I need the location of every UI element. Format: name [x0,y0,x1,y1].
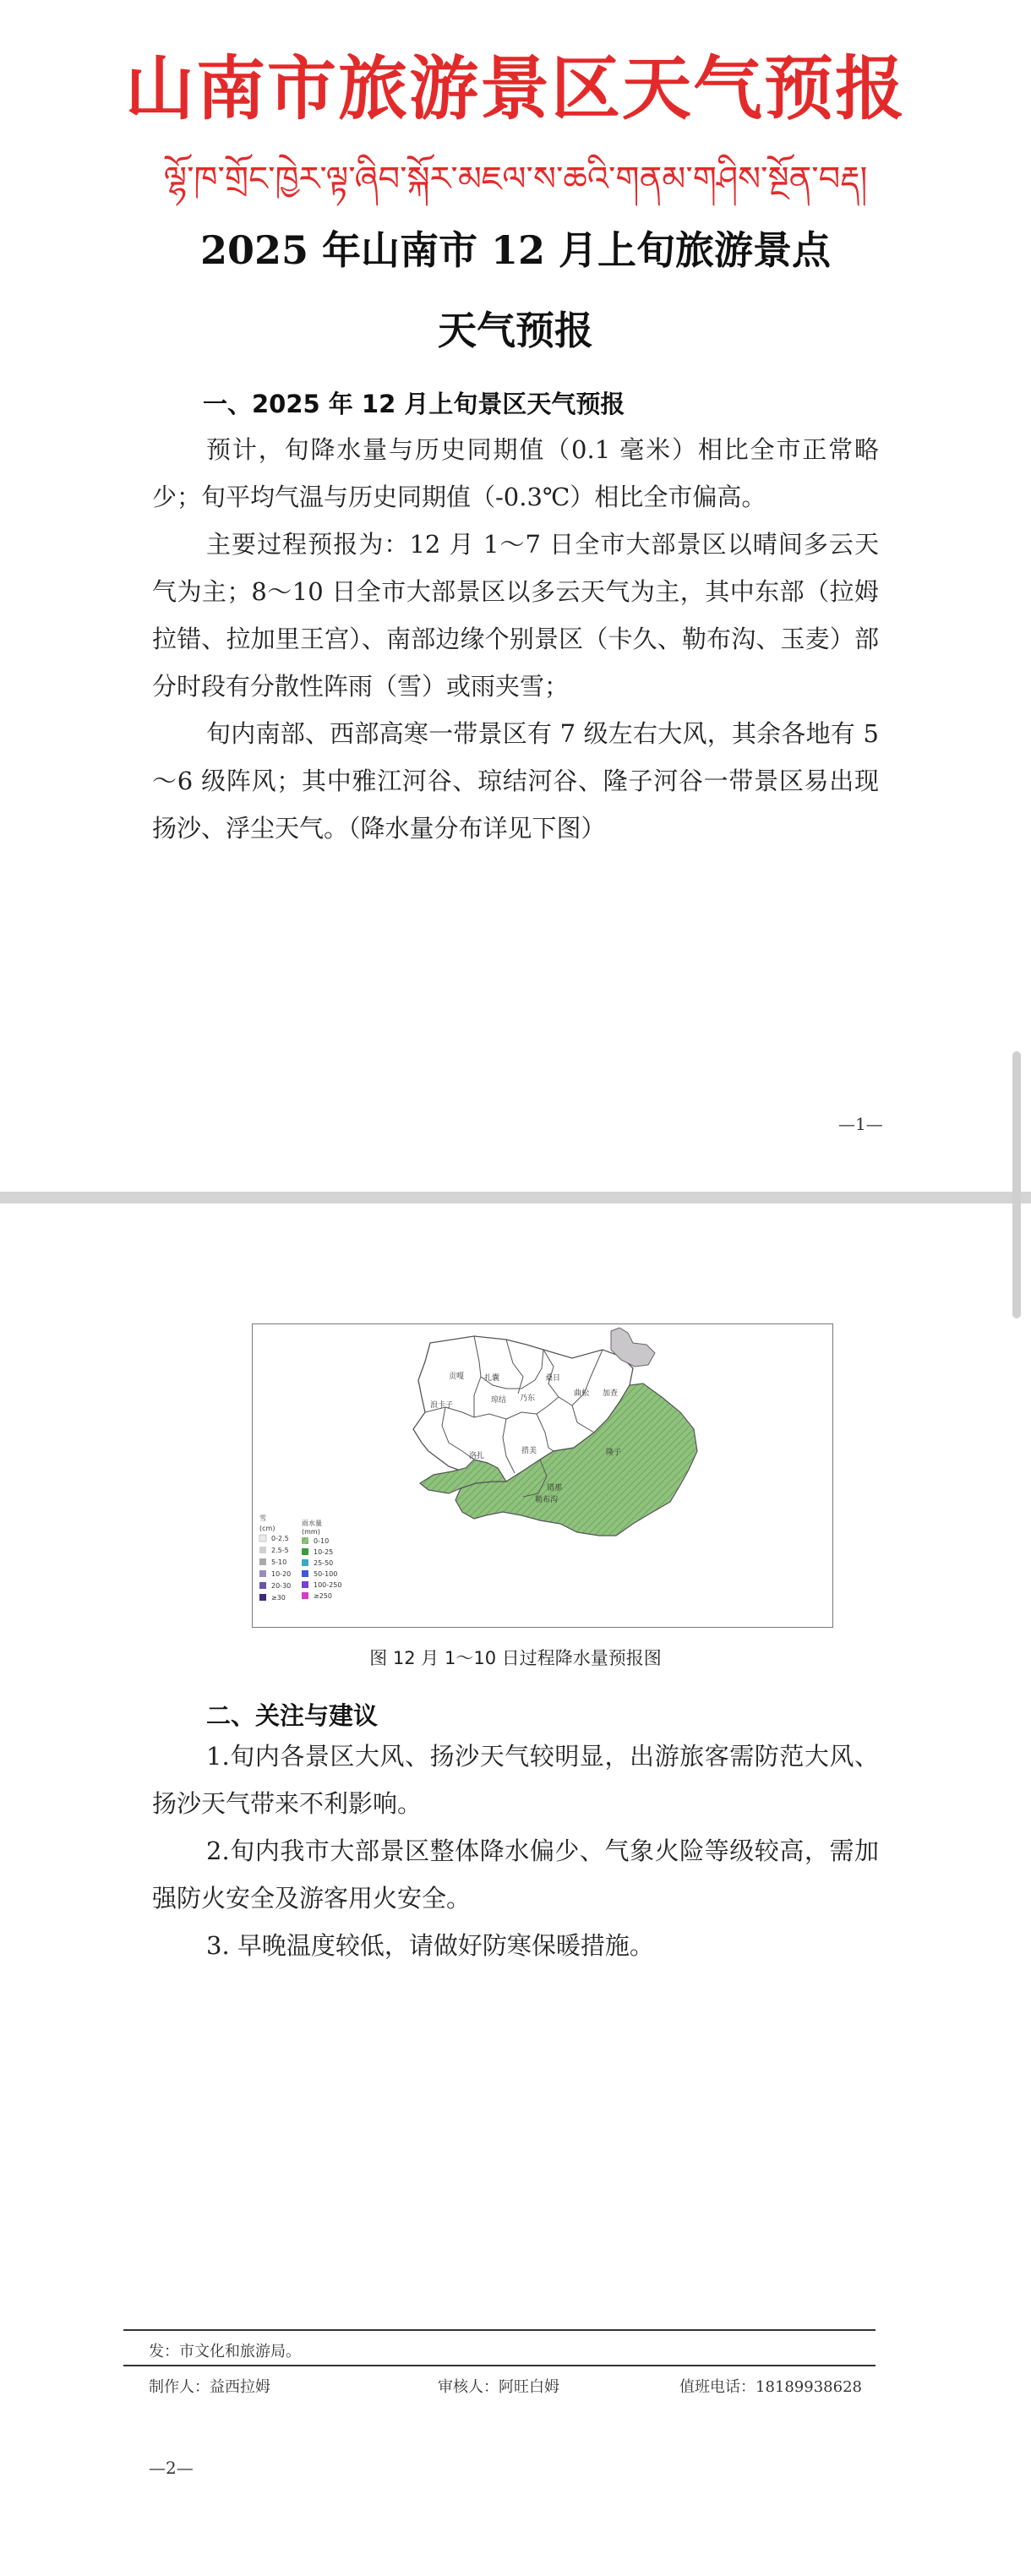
page-2 [0,1203,1031,2576]
map-label: 乃东 [520,1394,536,1403]
suggestion-item: 2.旬内我市大部景区整体降水偏少、气象火险等级较高，需加强防火安全及游客用火安全。 [152,1836,879,1913]
map-label: 曲松 [574,1389,590,1398]
legend-label: 10-20 [271,1570,292,1578]
section1-paragraph: 预计，旬降水量与历史同期值（0.1 毫米）相比全市正常略少；旬平均气温与历史同期值（-0.3℃）相比全市偏高。 [152,435,879,511]
legend-swatch [302,1537,308,1544]
section2-heading: 二、关注与建议 [206,1701,379,1730]
map-label: 浪卡子 [430,1401,454,1410]
legend-label: 100-250 [314,1581,342,1589]
map-label: 错那 [547,1484,563,1493]
legend-label: 0-2.5 [271,1535,289,1542]
map-label: 加查 [603,1389,619,1398]
banner-title: 山南市旅游景区天气预报 [124,48,906,129]
legend-swatch [302,1548,308,1555]
page-1 [0,0,1031,1192]
legend-rain-unit: (mm) [302,1528,320,1536]
map-label: 洛扎 [469,1452,485,1460]
legend-label: 20-30 [271,1582,292,1590]
legend-label: 50-100 [314,1570,338,1578]
footer-issuer: 发：市文化和旅游局。 [149,2343,301,2360]
legend-swatch [259,1594,266,1601]
legend-snow-title: 雪 [259,1514,266,1522]
footer-reviewer: 审核人：阿旺白姆 [438,2378,559,2396]
legend-swatch [259,1570,266,1577]
footer-divider-top [123,2329,876,2331]
document-title-line2: 天气预报 [438,308,593,353]
legend-snow-unit: (cm) [259,1525,275,1532]
legend-label: 25-50 [314,1559,334,1567]
map-label: 措美 [521,1447,537,1455]
precipitation-forecast-map [252,1323,833,1628]
page-separator [0,1192,1031,1203]
legend-label: ≥30 [271,1594,286,1602]
footer-producer: 制作人：益西拉姆 [149,2378,270,2396]
document-title-line1: 2025 年山南市 12 月上旬旅游景点 [199,227,832,273]
section1-heading: 一、2025 年 12 月上旬景区天气预报 [203,390,625,418]
legend-swatch [302,1581,308,1588]
map-label: 贡嘎 [449,1373,465,1381]
section1-paragraph: 旬内南部、西部高寒一带景区有 7 级左右大风，其余各地有 5～6 级阵风；其中雅江河谷、琼结河谷、隆子河谷一带景区易出现扬沙、浮尘天气。（降水量分布详见下图） [152,719,879,843]
footer-duty-phone: 值班电话：18189938628 [679,2378,862,2396]
suggestion-item: 3. 早晚温度较低，请做好防寒保暖措施。 [206,1931,654,1960]
legend-swatch [259,1535,266,1542]
legend-label: 10-25 [314,1548,334,1556]
legend-rain-title: 雨水量 [302,1520,322,1527]
legend-label: 2.5-5 [271,1547,289,1554]
legend-swatch [302,1570,308,1577]
map-label: 隆子 [606,1449,622,1457]
legend-label: 5-10 [271,1558,287,1566]
page-number: —2— [149,2458,194,2478]
map-label: 勒布沟 [535,1496,559,1504]
section1-paragraph: 主要过程预报为：12 月 1～7 日全市大部景区以晴间多云天气为主；8～10 日全市大部景区以多云天气为主，其中东部（拉姆拉错、拉加里王宫）、南部边缘个别景区（卡久、勒布沟、玉麦）部分时段有分散性阵雨（雪）或雨夹雪； [152,530,879,701]
map-svg [253,1324,832,1627]
page-number: —1— [838,1114,883,1134]
suggestion-item: 1.旬内各景区大风、扬沙天气较明显，出游旅客需防范大风、扬沙天气带来不利影响。 [152,1742,879,1818]
banner-tibetan-subtitle: ལྷོ་ཁ་གྲོང་ཁྱེར་ལྟ་ཞིབ་སྐོར་མཇལ་ས་ཆའི་གནམ་གཤིས་སྔོན་བརྡ། [163,160,868,199]
map-label: 扎囊 [484,1374,500,1383]
legend-swatch [259,1582,266,1589]
map-caption: 图 12 月 1～10 日过程降水量预报图 [369,1648,662,1668]
map-label: 琼结 [491,1396,507,1405]
legend-swatch [259,1547,266,1553]
legend-label: 0-10 [314,1537,330,1545]
legend-swatch [259,1558,266,1565]
legend-swatch [302,1559,308,1566]
legend-label: ≥250 [314,1592,332,1600]
legend-swatch [302,1592,308,1599]
footer-divider-middle [123,2365,876,2366]
map-label: 桑日 [545,1374,561,1383]
vertical-scrollbar[interactable] [1012,1051,1021,1318]
